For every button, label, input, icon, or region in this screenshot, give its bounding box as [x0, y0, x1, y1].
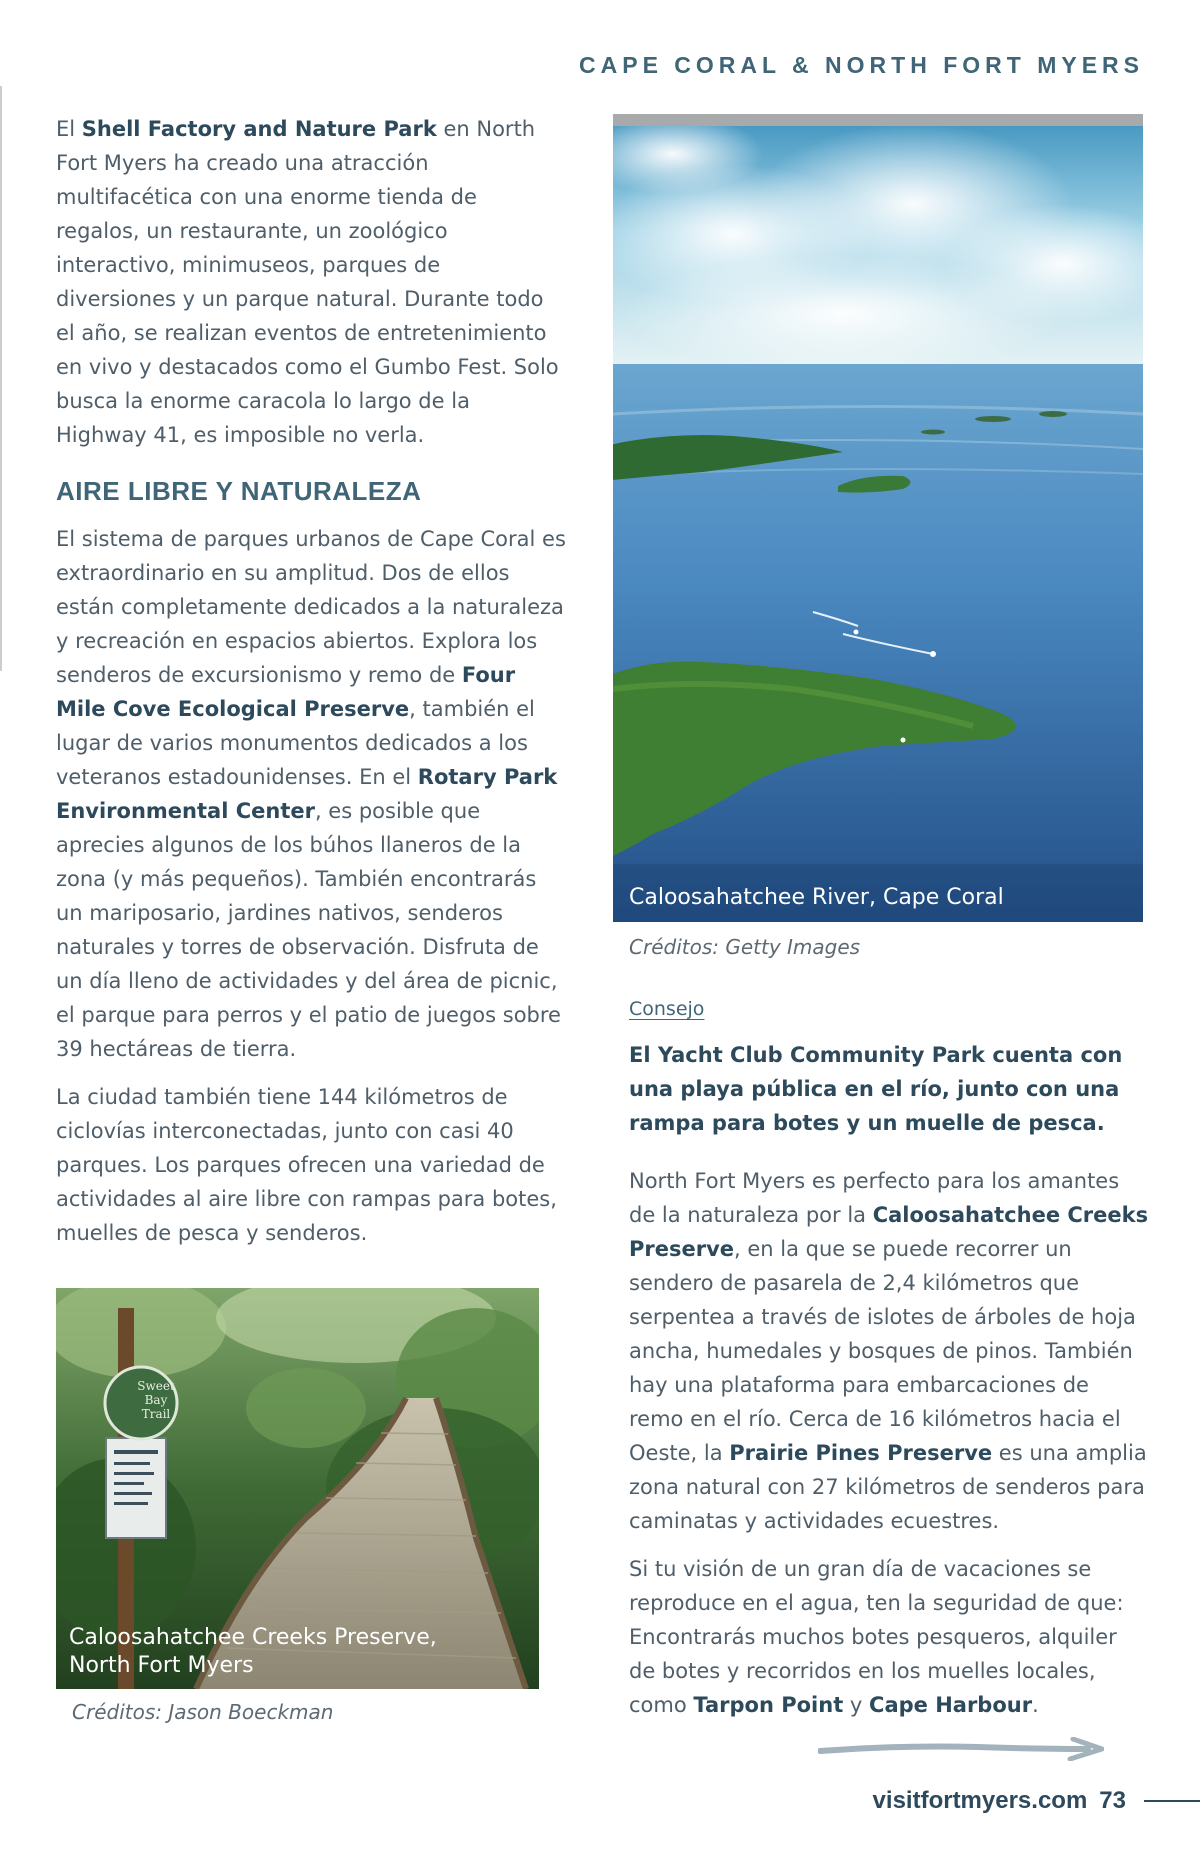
tip-label: Consejo	[629, 998, 705, 1020]
photo-caption: Caloosahatchee River, Cape Coral	[629, 885, 1004, 910]
page-edge-rule	[0, 86, 2, 671]
caption-line: North Fort Myers	[69, 1653, 254, 1678]
website-link[interactable]: visitfortmyers.com	[872, 1787, 1088, 1814]
intro-paragraph	[56, 112, 566, 452]
four-mile-cove-name: Four Mile Cove Ecological Preserve	[56, 663, 516, 721]
section-heading: AIRE LIBRE Y NATURALEZA	[56, 476, 422, 506]
prairie-pines-name: Prairie Pines Preserve	[729, 1441, 993, 1465]
text: .	[1032, 1693, 1039, 1717]
photo-credit: Créditos: Getty Images	[629, 935, 861, 959]
right-arrow-icon	[818, 1737, 1104, 1761]
page-footer	[873, 1786, 1200, 1816]
text: Sweet Bay	[137, 1379, 175, 1407]
tarpon-point-name: Tarpon Point	[693, 1693, 844, 1717]
page-number: 73	[1099, 1787, 1126, 1814]
trail-photo-credit: Créditos: Jason Boeckman	[72, 1700, 334, 1724]
tip-text: El Yacht Club Community Park cuenta con una playa pública en el río, junto con una rampa para botes y un muelle de pesca.	[629, 1043, 1123, 1135]
rotary-park-name: Rotary Park Environmental Center	[56, 765, 558, 823]
text: y	[843, 1693, 870, 1717]
right-column	[629, 1164, 1149, 1736]
footer-rule	[1144, 1800, 1200, 1802]
bike-paths-paragraph: La ciudad también tiene 144 kilómetros de ciclovías interconectadas, junto con casi 40 parques. Los parques ofrecen una variedad de actividades al aire libre con rampas para botes, muelles de pesca y senderos.	[56, 1085, 557, 1245]
north-fort-myers-paragraph	[629, 1164, 1149, 1538]
text: Si tu visión de un gran día de vacaciones se reproduce en el agua, ten la seguridad de que: Encontrarás muchos botes pesqueros, alquiler de botes y recorridos en los muelles locales, como	[629, 1557, 1124, 1717]
caloosahatchee-creeks-name: Caloosahatchee Creeks Preserve	[629, 1203, 1149, 1261]
text: North Fort Myers es perfecto para los amantes de la naturaleza por la	[629, 1169, 1120, 1227]
river-aerial-photo	[613, 114, 1143, 922]
trail-photo-caption	[69, 1624, 437, 1680]
caption-line: Caloosahatchee Creeks Preserve,	[69, 1625, 437, 1650]
text: en North Fort Myers ha creado una atracción multifacética con una enorme tienda de regalos, un restaurante, un zoológico interactivo, minimuseos, parques de diversiones y un parque natural. Durante todo el año, se realizan eventos de entretenimiento en vivo y destacados como el Gumbo Fest. Solo busca la enorme caracola lo largo de la Highway 41, es imposible no verla.	[56, 117, 559, 447]
left-column	[56, 112, 566, 1264]
trail-photo	[56, 1288, 539, 1689]
text: Trail	[141, 1407, 171, 1421]
page-header: CAPE CORAL & NORTH FORT MYERS	[579, 52, 1144, 78]
text: , también el lugar de varios monumentos dedicados a los veteranos estadounidenses. En el	[56, 697, 535, 789]
text: , en la que se puede recorrer un sendero de pasarela de 2,4 kilómetros que serpentea a través de islotes de árboles de hoja ancha, humedales y bosques de pinos. También hay una plataforma para embarcaciones de remo en el río. Cerca de 16 kilómetros hacia el Oeste, la	[629, 1237, 1136, 1465]
text: , es posible que aprecies algunos de los búhos llaneros de la zona (y más pequeños). También encontrarás un mariposario, jardines nativos, senderos naturales y torres de observación. Disfruta de un día lleno de actividades y del área de picnic, el parque para perros y el patio de juegos sobre 39 hectáreas de tierra.	[56, 799, 561, 1061]
shell-factory-link: Shell Factory and Nature Park	[81, 117, 437, 141]
photo-top-bar	[613, 114, 1143, 126]
text: es una amplia zona natural con 27 kilómetros de senderos para caminatas y actividades ecuestres.	[629, 1441, 1147, 1533]
river-aerial-image	[613, 114, 1143, 922]
cape-harbour-name: Cape Harbour	[869, 1693, 1033, 1717]
trail-sign	[126, 1379, 186, 1421]
parks-paragraph	[56, 522, 566, 1066]
text: El sistema de parques urbanos de Cape Coral es extraordinario en su amplitud. Dos de ellos están completamente dedicados a la naturaleza y recreación en espacios abiertos. Explora los senderos de excursionismo y remo de	[56, 527, 566, 687]
water-paragraph	[629, 1552, 1149, 1722]
text: El	[56, 117, 82, 141]
